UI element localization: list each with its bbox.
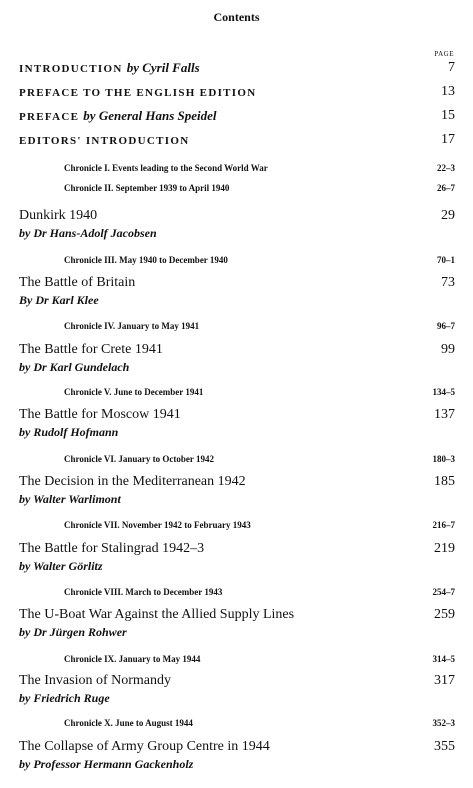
chronicle-page: 22–3 — [437, 163, 455, 173]
chronicle-label: Chronicle X. June to August 1944 — [64, 718, 193, 728]
front-matter-editors-introduction — [19, 132, 455, 148]
essay-page: 355 — [434, 739, 455, 754]
chronicle-entry — [64, 520, 455, 530]
essay-author: by Dr Karl Gundelach — [19, 360, 130, 374]
chronicle-label: Chronicle IX. January to May 1944 — [64, 654, 201, 664]
chronicle-page: 352–3 — [432, 718, 455, 728]
essay-title: The Battle of Britain — [19, 275, 136, 290]
chronicle-entry — [64, 454, 455, 464]
chronicle-page: 254–7 — [432, 587, 455, 597]
essay-title: The Battle for Moscow 1941 — [19, 407, 181, 422]
chronicle-page: 134–5 — [432, 387, 455, 397]
chronicle-page: 26–7 — [437, 183, 455, 193]
essay-entry — [19, 474, 455, 490]
chronicle-page: 180–3 — [432, 454, 455, 464]
essay-entry — [19, 342, 455, 358]
front-matter-label: INTRODUCTION — [19, 63, 123, 75]
chronicle-label: Chronicle VII. November 1942 to February 1943 — [64, 520, 251, 530]
essay-page: 29 — [441, 208, 455, 223]
essay-title: The U-Boat War Against the Allied Supply Lines — [19, 607, 295, 622]
essay-page: 317 — [434, 673, 455, 688]
essay-page: 185 — [434, 474, 455, 489]
essay-entry — [19, 407, 455, 423]
essay-entry — [19, 208, 455, 224]
essay-page: 99 — [441, 342, 455, 357]
essay-title: The Invasion of Normandy — [19, 673, 172, 688]
chronicle-label: Chronicle I. Events leading to the Second World War — [64, 163, 268, 173]
essay-author: by Dr Hans-Adolf Jacobsen — [19, 226, 157, 240]
chronicle-label: Chronicle VIII. March to December 1943 — [64, 587, 223, 597]
front-matter-page: 15 — [441, 108, 455, 123]
chronicle-page: 314–5 — [432, 654, 455, 664]
essay-entry — [19, 739, 455, 755]
essay-page: 259 — [434, 607, 455, 622]
page-title: Contents — [213, 10, 260, 24]
front-matter-author: by General Hans Speidel — [83, 108, 217, 123]
front-matter-preface-english — [19, 84, 455, 100]
chronicle-label: Chronicle IV. January to May 1941 — [64, 321, 200, 331]
front-matter-preface — [19, 108, 455, 124]
chronicle-entry — [64, 255, 455, 265]
front-matter-label: PREFACE — [19, 111, 80, 123]
essay-author: by Professor Hermann Gackenholz — [19, 757, 194, 771]
essay-entry — [19, 541, 455, 557]
essay-author: by Dr Jürgen Rohwer — [19, 625, 127, 639]
chronicle-page: 70–1 — [437, 255, 455, 265]
chronicle-entry — [64, 321, 455, 331]
essay-title: The Battle for Stalingrad 1942–3 — [19, 541, 205, 556]
essay-entry — [19, 607, 455, 623]
essay-title: The Decision in the Mediterranean 1942 — [19, 474, 246, 489]
essay-entry — [19, 673, 455, 689]
chronicle-entry — [64, 183, 455, 193]
front-matter-page: 7 — [448, 60, 455, 75]
chronicle-page: 96–7 — [437, 321, 455, 331]
chronicle-entry — [64, 387, 455, 397]
chronicle-entry — [64, 163, 455, 173]
essay-page: 219 — [434, 541, 455, 556]
chronicle-page: 216–7 — [432, 520, 455, 530]
chronicle-label: Chronicle II. September 1939 to April 1940 — [64, 183, 230, 193]
essay-page: 73 — [441, 275, 455, 290]
essay-page: 137 — [434, 407, 455, 422]
front-matter-introduction — [19, 60, 455, 76]
front-matter-page: 17 — [441, 132, 455, 147]
chronicle-entry — [64, 587, 455, 597]
essay-title: The Collapse of Army Group Centre in 1944 — [19, 739, 270, 754]
front-matter-page: 13 — [441, 84, 455, 99]
chronicle-label: Chronicle VI. January to October 1942 — [64, 454, 214, 464]
chronicle-label: Chronicle III. May 1940 to December 1940 — [64, 255, 228, 265]
chronicle-label: Chronicle V. June to December 1941 — [64, 387, 204, 397]
essay-entry — [19, 275, 455, 291]
front-matter-author: by Cyril Falls — [126, 60, 200, 75]
front-matter-label: PREFACE TO THE ENGLISH EDITION — [19, 87, 257, 99]
essay-author: by Rudolf Hofmann — [19, 425, 119, 439]
essay-author: by Walter Warlimont — [19, 492, 121, 506]
page-column-header: PAGE — [434, 50, 454, 58]
essay-title: The Battle for Crete 1941 — [19, 342, 163, 357]
essay-author: by Friedrich Ruge — [19, 691, 110, 705]
essay-author: by Walter Görlitz — [19, 559, 103, 573]
front-matter-label: EDITORS' INTRODUCTION — [19, 135, 190, 147]
essay-author: By Dr Karl Klee — [19, 293, 99, 307]
chronicle-entry — [64, 718, 455, 728]
chronicle-entry — [64, 654, 455, 664]
essay-title: Dunkirk 1940 — [19, 208, 98, 223]
